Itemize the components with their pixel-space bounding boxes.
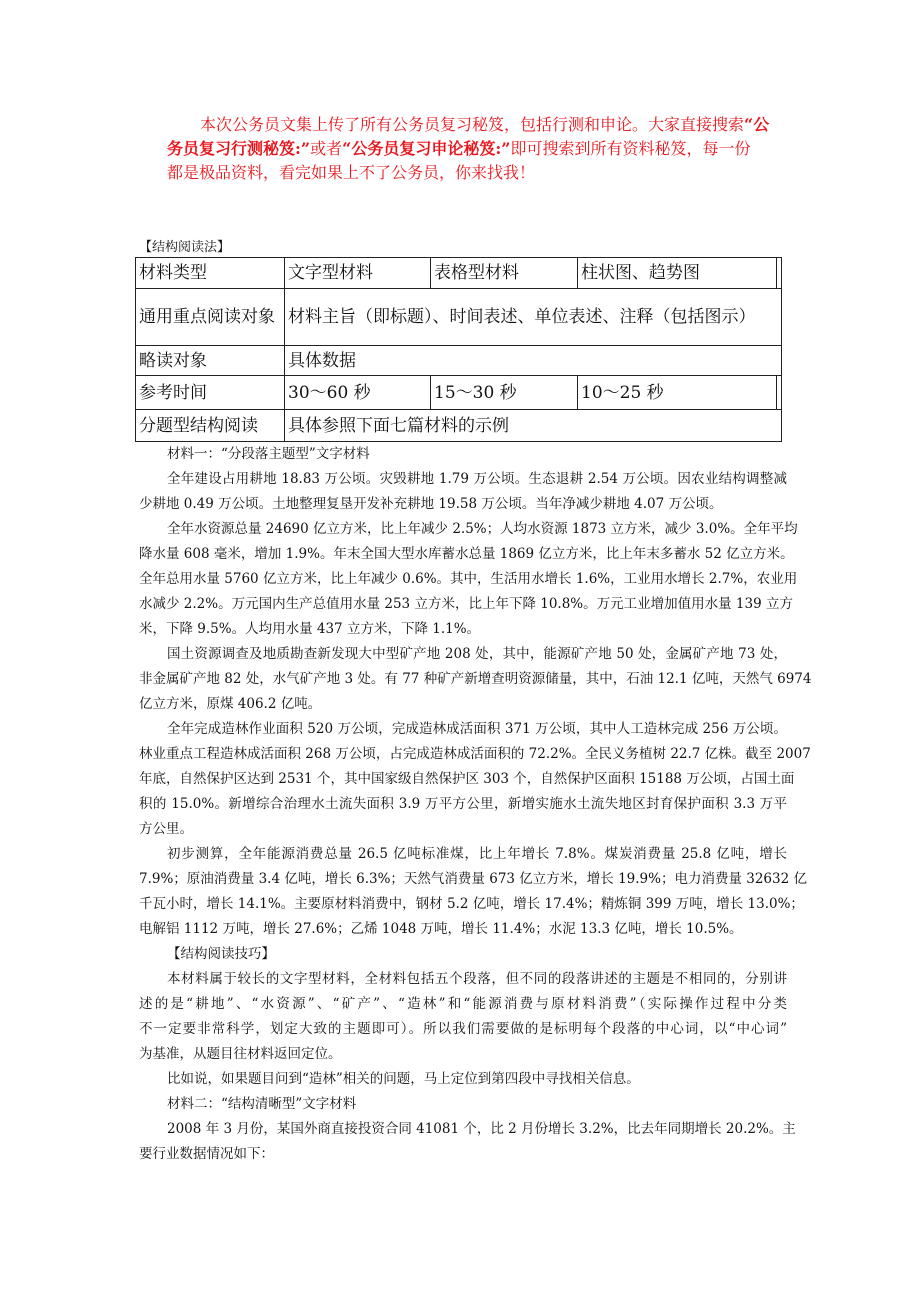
notice-keyword: 务员复习行测秘笈:” [167,139,311,158]
paragraph-line: 不一定要非常科学，划定大致的主题即可）。所以我们需要做的是标明每个段落的中心词，以“中心词” [139,1021,787,1037]
paragraph-line: 要行业数据情况如下： [139,1146,274,1162]
paragraph-line: 材料一：“分段落主题型”文字材料 [167,446,370,462]
table-row [136,346,782,376]
paragraph-line: 国土资源调查及地质勘查新发现大中型矿产地 208 处，其中，能源矿产地 50 处，金属矿产地 73 处， [167,646,787,662]
document-body [139,442,812,1167]
notice-keyword: “公务员复习申论秘笈:” [342,139,511,158]
structure-reading-table [135,257,782,442]
promo-notice [167,113,787,185]
table-row [136,258,782,289]
table-cell [777,258,782,289]
paragraph-line: 水减少 2.2%。万元国内生产总值用水量 253 立方米，比上年下降 10.8%。万元工业增加值用水量 139 立方 [139,596,793,612]
notice-text: 本次公务员文集上传了所有公务员复习秘笈，包括行测和申论。大家直接搜索 [200,115,745,134]
table-cell: 15～30 秒 [431,376,578,410]
paragraph-line: 7.9%；原油消费量 3.4 亿吨，增长 6.3%；天然气消费量 673 亿立方米，增长 19.9%；电力消费量 32632 亿 [139,871,807,887]
table-cell: 材料类型 [136,258,285,289]
notice-text: 都是极品资料，看完如果上不了公务员，你来找我！ [167,163,536,182]
paragraph-line: 初步测算，全年能源消费总量 26.5 亿吨标准煤，比上年增长 7.8%。煤炭消费量 25.8 亿吨，增长 [167,846,787,862]
table-cell: 参考时间 [136,376,285,410]
notice-line [167,137,787,161]
notice-text: 或者 [310,139,343,158]
table-cell: 具体参照下面七篇材料的示例 [285,410,782,442]
paragraph-line: 少耕地 0.49 万公顷。土地整理复垦开发补充耕地 19.58 万公顷。当年净减少耕地 4.07 万公顷。 [139,496,723,512]
table-cell: 略读对象 [136,346,285,376]
table-cell [777,376,782,410]
paragraph-line: 为基准，从题目往材料返回定位。 [139,1046,342,1062]
table-cell: 30～60 秒 [285,376,431,410]
table-cell: 文字型材料 [285,258,431,289]
table-cell: 具体数据 [285,346,782,376]
paragraph-line: 千瓦小时，增长 14.1%。主要原材料消费中，钢材 5.2 亿吨，增长 17.4%；精炼铜 399 万吨，增长 13.0%； [139,896,804,912]
table-cell: 通用重点阅读对象 [136,289,285,346]
paragraph [139,942,787,967]
paragraph-line: 材料二：“结构清晰型”文字材料 [167,1096,357,1112]
paragraph-line: 述的是“耕地”、“水资源”、“矿产”、“造林”和“能源消费与原材料消费”（实际操作过程中分类 [139,996,787,1012]
paragraph [139,642,812,717]
paragraph-line: 比如说，如果题目问到“造林”相关的问题，马上定位到第四段中寻找相关信息。 [167,1071,640,1087]
paragraph-line: 全年总用水量 5760 亿立方米，比上年减少 0.6%。其中，生活用水增长 1.6%，工业用水增长 2.7%，农业用 [139,571,798,587]
paragraph-line: 降水量 608 毫米，增加 1.9%。年末全国大型水库蓄水总量 1869 亿立方米，比上年末多蓄水 52 亿立方米。 [139,546,794,562]
paragraph-line: 2008 年 3 月份，某国外商直接投资合同 41081 个，比 2 月份增长 3.2%，比去年同期增长 20.2%。主 [167,1121,796,1137]
paragraph-line: 非金属矿产地 82 处，水气矿产地 3 处。有 77 种矿产新增查明资源储量，其中，石油 12.1 亿吨，天然气 6974 [139,671,812,687]
table-row [136,289,782,346]
paragraph-line: 林业重点工程造林成活面积 268 万公顷，占完成造林成活面积的 72.2%。全民义务植树 22.7 亿株。截至 2007 [139,746,811,762]
table-cell: 材料主旨（即标题）、时间表述、单位表述、注释（包括图示） [285,289,782,346]
paragraph-line: 积的 15.0%。新增综合治理水土流失面积 3.9 万平方公里，新增实施水土流失地区封育保护面积 3.3 万平 [139,796,787,812]
paragraph [139,717,811,842]
paragraph [139,1067,787,1092]
paragraph-line: 电解铝 1112 万吨，增长 27.6%；乙烯 1048 万吨，增长 11.4%；水泥 13.3 亿吨，增长 10.5%。 [139,921,743,937]
paragraph [139,517,798,642]
paragraph [139,442,787,467]
table-cell: 分题型结构阅读 [136,410,285,442]
notice-line [167,161,787,185]
table-row [136,410,782,442]
paragraph-line: 全年建设占用耕地 18.83 万公顷。灾毁耕地 1.79 万公顷。生态退耕 2.54 万公顷。因农业结构调整减 [167,471,787,487]
paragraph-line: 方公里。 [139,821,193,837]
paragraph [139,1092,787,1117]
paragraph-line: 全年水资源总量 24690 亿立方米，比上年减少 2.5%；人均水资源 1873 立方米，减少 3.0%。全年平均 [167,521,798,537]
paragraph [139,967,787,1067]
paragraph-line: 【结构阅读技巧】 [167,946,275,962]
table-cell: 柱状图、趋势图 [578,258,777,289]
notice-text: 即可搜索到所有资料秘笈，每一份 [510,139,751,158]
paragraph [139,1117,796,1167]
section-title: 【结构阅读法】 [139,240,231,255]
paragraph [139,842,807,942]
table-cell: 表格型材料 [431,258,578,289]
notice-keyword: “公 [744,115,770,134]
paragraph-line: 年底，自然保护区达到 2531 个，其中国家级自然保护区 303 个，自然保护区面积 15188 万公顷，占国土面 [139,771,795,787]
paragraph-line: 亿立方米，原煤 406.2 亿吨。 [139,696,322,712]
table-cell: 10～25 秒 [578,376,777,410]
table-row [136,376,782,410]
paragraph-line: 本材料属于较长的文字型材料，全材料包括五个段落，但不同的段落讲述的主题是不相同的，分别讲 [167,971,787,987]
notice-line [167,113,787,137]
paragraph-line: 米，下降 9.5%。人均用水量 437 立方米，下降 1.1%。 [139,621,481,637]
paragraph [139,467,787,517]
paragraph-line: 全年完成造林作业面积 520 万公顷，完成造林成活面积 371 万公顷，其中人工造林完成 256 万公顷。 [167,721,787,737]
